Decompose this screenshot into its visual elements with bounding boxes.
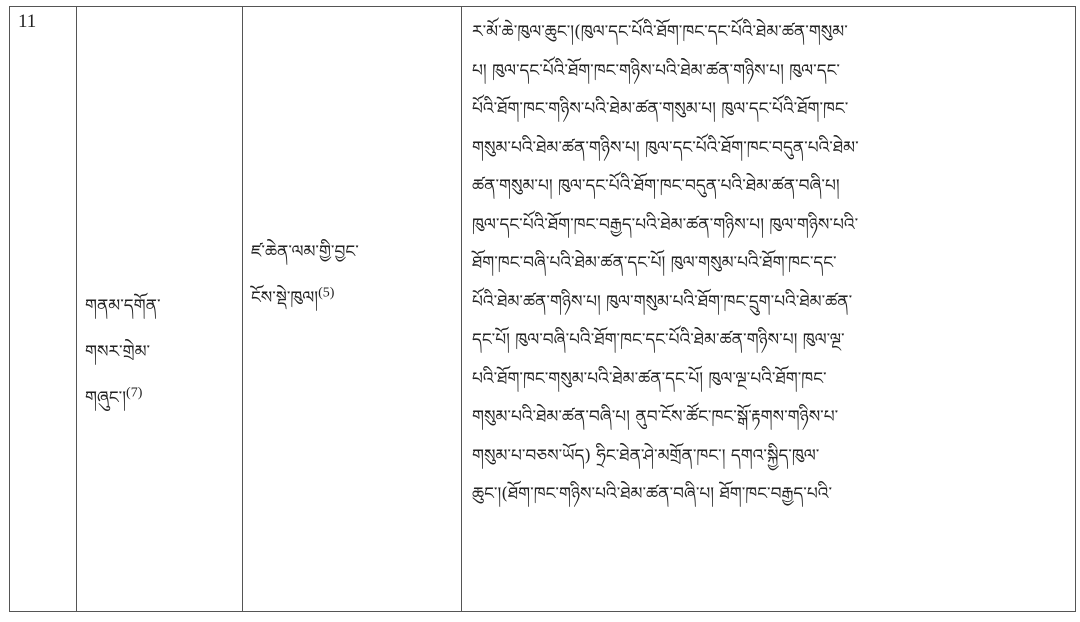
area-name bbox=[77, 283, 242, 421]
sub-district-text: ཛ་ཆེན་ལམ་གྱི་བྱང་ ངོས་སྡེ་ཁུལ། bbox=[251, 242, 359, 308]
table-row bbox=[10, 7, 1076, 612]
area-name-cell bbox=[77, 7, 243, 612]
zone-table bbox=[9, 6, 1076, 612]
row-number-cell bbox=[10, 7, 77, 612]
sub-district-name bbox=[243, 229, 461, 321]
sub-district-footnote: (5) bbox=[318, 285, 335, 301]
sub-district-cell bbox=[243, 7, 462, 612]
details-cell bbox=[462, 7, 1076, 612]
area-name-text: གནམ་དགོན་ གསར་གྲེམ་ གཞུང་། bbox=[85, 296, 161, 408]
area-name-footnote: (7) bbox=[126, 385, 143, 401]
details-text: ར་མོ་ཆེ་ཁུལ་ཆུང་།(ཁུལ་དང་པོའི་ཐོག་ཁང་དང་པོའི་ཐེམ་ཚན་གསུམ་ པ། ཁུལ་དང་པོའི་ཐོག་ཁང་གཉིས་པའི་ཐེམ་ཚན་གཉིས་པ། ཁུལ་དང་ པོའི་ཐོག་ཁང་གཉིས་པའི་ཐེམ་ཚན་གསུམ་པ། ཁུལ་དང་པོའི་ཐོག་ཁང་ གསུམ་པའི་ཐེམ་ཚན་གཉིས་པ། ཁུལ་དང་པོའི་ཐོག་ཁང་བདུན་པའི་ཐེམ་ ཚན་གསུམ་པ། ཁུལ་དང་པོའི་ཐོག་ཁང་བདུན་པའི་ཐེམ་ཚན་བཞི་པ། ཁུལ་དང་པོའི་ཐོག་ཁང་བརྒྱད་པའི་ཐེམ་ཚན་གཉིས་པ། ཁུལ་གཉིས་པའི་ ཐོག་ཁང་བཞི་པའི་ཐེམ་ཚན་དང་པོ། ཁུལ་གསུམ་པའི་ཐོག་ཁང་དང་ པོའི་ཐེམ་ཚན་གཉིས་པ། ཁུལ་གསུམ་པའི་ཐོག་ཁང་དྲུག་པའི་ཐེམ་ཚན་ དང་པོ། ཁུལ་བཞི་པའི་ཐོག་ཁང་དང་པོའི་ཐེམ་ཚན་གཉིས་པ། ཁུལ་ལྔ་ པའི་ཐོག་ཁང་གསུམ་པའི་ཐེམ་ཚན་དང་པོ། ཁུལ་ལྔ་པའི་ཐོག་ཁང་ གསུམ་པའི་ཐེམ་ཚན་བཞི་པ། ནུབ་ངོས་ཚོང་ཁང་སྒོ་རྟགས་གཉིས་པ་ གསུམ་པ་བཅས་ཡོད) ཧྲིང་ཐེན་ཤེ་མགྲོན་ཁང་། དགའ་སྐྱིད་ཁུལ་ ཆུང་།(ཐོག་ཁང་གཉིས་པའི་ཐེམ་ཚན་བཞི་པ། ཐོག་ཁང་བརྒྱད་པའི་ bbox=[472, 22, 859, 504]
row-number: 11 bbox=[18, 11, 37, 32]
